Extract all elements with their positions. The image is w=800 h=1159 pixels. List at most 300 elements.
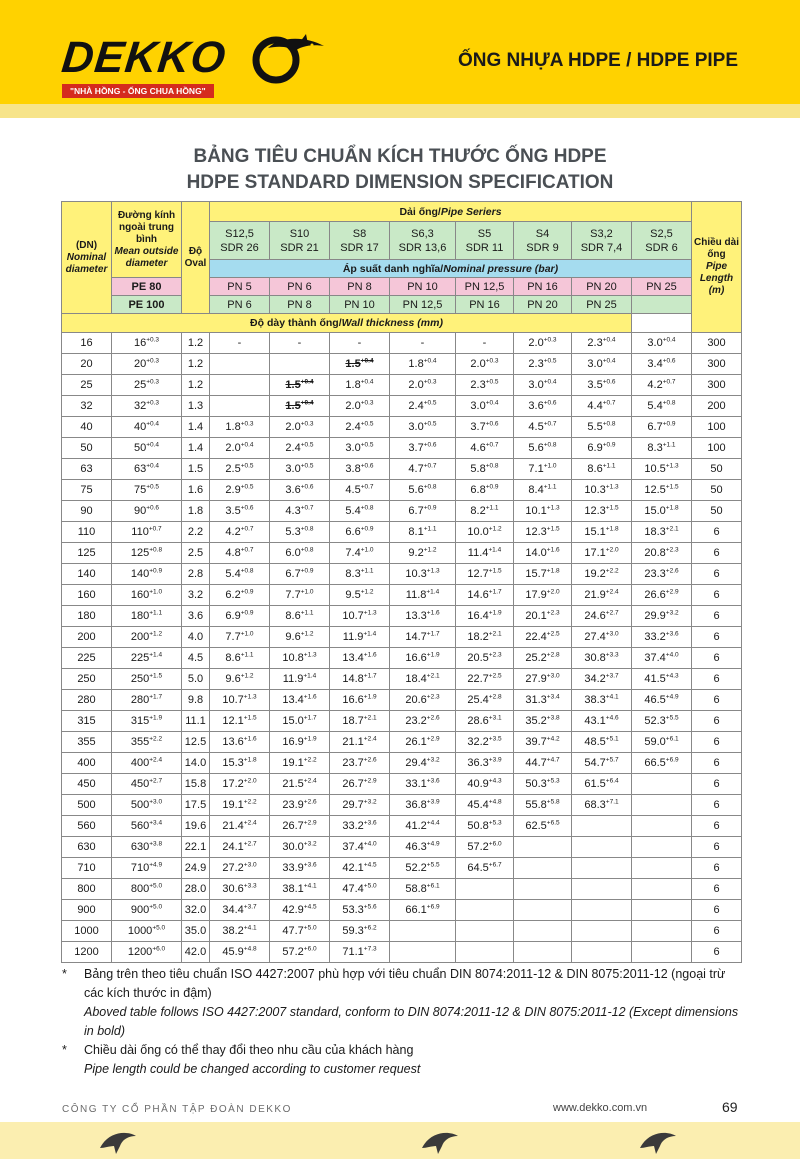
outside-diameter-cell — [112, 627, 182, 648]
wall-value: 3.7 — [470, 421, 486, 433]
wall-tolerance: +0.7 — [240, 546, 254, 554]
wall-thickness-cell — [330, 480, 390, 501]
wall-tolerance: +5.7 — [605, 756, 619, 764]
wall-value: 57.2 — [467, 841, 489, 853]
wall-thickness-cell — [270, 438, 330, 459]
wall-tolerance: +1.5 — [605, 504, 619, 512]
wall-thickness-cell — [632, 690, 692, 711]
wall-thickness-cell — [270, 627, 330, 648]
wall-value: 13.4 — [282, 694, 304, 706]
dn-cell: 75 — [62, 480, 112, 501]
wall-thickness-cell — [210, 480, 270, 501]
wall-thickness-cell — [270, 879, 330, 900]
wall-tolerance: +0.6 — [602, 378, 616, 386]
wall-tolerance: +0.5 — [360, 420, 374, 428]
wall-value: 16.6 — [405, 652, 427, 664]
wall-thickness-cell — [270, 858, 330, 879]
od-value: 710 — [130, 862, 150, 874]
wall-value: 2.0 — [285, 421, 301, 433]
wall-thickness-cell — [270, 837, 330, 858]
wall-tolerance: +3.8 — [546, 714, 560, 722]
oval-cell: 1.4 — [182, 438, 210, 459]
wall-thickness-cell — [632, 501, 692, 522]
outside-diameter-cell — [112, 480, 182, 501]
wall-thickness-cell — [210, 669, 270, 690]
wall-thickness-cell — [456, 564, 514, 585]
wall-tolerance: +0.4 — [602, 336, 616, 344]
dn-cell: 900 — [62, 900, 112, 921]
oval-cell: 2.5 — [182, 543, 210, 564]
wall-thickness-cell — [456, 459, 514, 480]
wall-thickness-cell — [330, 753, 390, 774]
series-sdr: SDR 21 — [280, 241, 319, 254]
wall-tolerance: +2.1 — [665, 525, 679, 533]
wall-thickness-cell — [210, 543, 270, 564]
wall-tolerance: +0.7 — [240, 525, 254, 533]
oval-cell: 12.5 — [182, 732, 210, 753]
wall-thickness-cell — [390, 501, 456, 522]
wall-tolerance: +0.8 — [360, 504, 374, 512]
wall-value: 4.8 — [225, 547, 241, 559]
wall-thickness-cell — [456, 396, 514, 417]
wall-value: 22.7 — [467, 673, 489, 685]
outside-diameter-cell — [112, 816, 182, 837]
wall-thickness-cell — [572, 333, 632, 354]
wall-value: 41.2 — [405, 820, 427, 832]
oval-cell: 4.5 — [182, 648, 210, 669]
wall-tolerance: +0.5 — [360, 441, 374, 449]
wall-thickness-cell — [514, 921, 572, 942]
wall-thickness-cell — [330, 333, 390, 354]
wall-thickness-cell — [572, 543, 632, 564]
wall-tolerance: +4.2 — [546, 735, 560, 743]
wall-tolerance: +2.3 — [488, 651, 502, 659]
wall-tolerance: +0.9 — [240, 609, 254, 617]
wall-thickness-cell — [330, 774, 390, 795]
wall-thickness-cell — [632, 879, 692, 900]
wall-value: 11.9 — [342, 631, 364, 643]
wall-thickness-cell — [632, 606, 692, 627]
wall-thickness-cell — [270, 669, 330, 690]
wall-value: 50.3 — [525, 778, 547, 790]
wall-tolerance: +0.8 — [485, 462, 499, 470]
wall-value: 64.5 — [467, 862, 489, 874]
wall-tolerance: +1.1 — [360, 567, 374, 575]
oval-cell: 19.6 — [182, 816, 210, 837]
pe80-pressure-cell: PN 6 — [270, 278, 330, 296]
wall-tolerance: +0.9 — [423, 504, 437, 512]
wall-thickness-cell — [330, 942, 390, 963]
od-tolerance: +0.3 — [146, 336, 160, 344]
wall-value: 3.0 — [345, 442, 361, 454]
od-value: 160 — [130, 589, 150, 601]
wall-value: 62.5 — [525, 820, 547, 832]
wall-tolerance: +3.6 — [303, 861, 317, 869]
dn-cell: 125 — [62, 543, 112, 564]
wall-value: 9.6 — [225, 673, 241, 685]
wall-tolerance: +0.3 — [300, 420, 314, 428]
dn-cell: 225 — [62, 648, 112, 669]
dn-cell: 32 — [62, 396, 112, 417]
wall-value: 5.8 — [470, 463, 486, 475]
wall-value: 23.3 — [644, 568, 666, 580]
wall-value: 31.3 — [525, 694, 547, 706]
wall-tolerance: +1.1 — [300, 609, 314, 617]
wall-value: 24.1 — [222, 841, 244, 853]
wall-thickness-cell — [632, 669, 692, 690]
wall-tolerance: +0.6 — [360, 462, 374, 470]
od-value: 900 — [130, 904, 150, 916]
wall-value: 2.0 — [528, 337, 544, 349]
od-tolerance: +0.4 — [146, 462, 160, 470]
wall-value: 3.6 — [528, 400, 544, 412]
wall-thickness-cell — [456, 753, 514, 774]
length-cell: 6 — [692, 543, 742, 564]
od-value: 315 — [130, 715, 150, 727]
wall-tolerance: +3.3 — [243, 882, 257, 890]
wall-thickness-cell — [210, 396, 270, 417]
wall-value: 8.3 — [647, 442, 663, 454]
dolphin-icon — [98, 1128, 138, 1156]
outside-diameter-cell — [112, 333, 182, 354]
length-cell: 6 — [692, 732, 742, 753]
od-tolerance: +3.4 — [149, 819, 163, 827]
wall-value: 8.6 — [587, 463, 603, 475]
wall-thickness-cell — [270, 333, 330, 354]
wall-tolerance: +1.6 — [546, 546, 560, 554]
wall-thickness-cell — [270, 375, 330, 396]
wall-value: 29.9 — [644, 610, 666, 622]
wall-value: 4.2 — [647, 379, 663, 391]
wall-value: 4.7 — [408, 463, 424, 475]
outside-diameter-cell — [112, 795, 182, 816]
note-bullet: * — [62, 967, 67, 981]
dn-label: (DN) — [75, 239, 98, 251]
wall-tolerance: +5.8 — [546, 798, 560, 806]
wall-tolerance: +0.8 — [300, 546, 314, 554]
series-s: S12,5 — [225, 227, 254, 240]
od-value: 800 — [130, 883, 150, 895]
wall-value: 21.9 — [584, 589, 606, 601]
header-stripe — [0, 104, 800, 118]
wall-tolerance: +2.0 — [605, 546, 619, 554]
length-cell: 200 — [692, 396, 742, 417]
od-value: 200 — [130, 631, 150, 643]
wall-thickness-cell — [210, 354, 270, 375]
wall-tolerance: +1.7 — [303, 714, 317, 722]
wall-thickness-cell — [632, 816, 692, 837]
od-tolerance: +0.4 — [146, 441, 160, 449]
dn-cell: 63 — [62, 459, 112, 480]
series-cell — [456, 222, 514, 260]
wall-thickness-cell — [330, 711, 390, 732]
wall-tolerance: +0.9 — [360, 525, 374, 533]
wall-tolerance: +6.0 — [488, 840, 502, 848]
wall-tolerance: +0.8 — [543, 441, 557, 449]
od-tolerance: +1.1 — [149, 609, 163, 617]
wall-value: 8.4 — [528, 484, 544, 496]
wall-thickness-cell — [456, 501, 514, 522]
wall-value: 30.6 — [222, 883, 244, 895]
length-cell: 6 — [692, 816, 742, 837]
oval-header — [182, 202, 210, 314]
wall-value: 9.5 — [345, 589, 361, 601]
wall-tolerance: +5.3 — [488, 819, 502, 827]
outside-diameter-cell — [112, 669, 182, 690]
wall-thickness-cell — [572, 837, 632, 858]
wall-value: 2.0 — [408, 379, 424, 391]
wall-tolerance: +4.8 — [243, 945, 257, 953]
wall-thickness-cell — [514, 375, 572, 396]
wall-value: - — [357, 337, 362, 349]
wall-thickness-cell — [514, 627, 572, 648]
wall-thickness-cell — [210, 732, 270, 753]
wall-value: 43.1 — [584, 715, 606, 727]
doc-title-en: HDPE STANDARD DIMENSION SPECIFICATION — [186, 172, 614, 193]
wall-value: 8.3 — [345, 568, 361, 580]
wall-thickness-cell — [456, 438, 514, 459]
wall-value: 68.3 — [584, 799, 606, 811]
length-cell: 300 — [692, 333, 742, 354]
wall-tolerance: +0.7 — [300, 504, 314, 512]
footer-website-link[interactable]: www.dekko.com.vn — [553, 1102, 648, 1114]
series-sdr: SDR 17 — [340, 241, 379, 254]
wall-value: 12.7 — [467, 568, 489, 580]
od-value: 630 — [130, 841, 150, 853]
dn-cell: 800 — [62, 879, 112, 900]
header-title: ỐNG NHỰA HDPE / HDPE PIPE — [457, 50, 738, 71]
wall-thickness-cell — [514, 690, 572, 711]
wall-thickness-cell — [390, 543, 456, 564]
outside-diameter-cell — [112, 606, 182, 627]
wall-thickness-cell — [572, 627, 632, 648]
wall-value: 18.7 — [342, 715, 364, 727]
wall-value: 2.4 — [285, 442, 301, 454]
od-tolerance: +5.0 — [149, 882, 163, 890]
wall-thickness-cell — [390, 438, 456, 459]
wall-tolerance: +1.1 — [240, 651, 254, 659]
wall-tolerance: +5.3 — [546, 777, 560, 785]
wall-value: 2.9 — [225, 484, 241, 496]
length-cell: 6 — [692, 585, 742, 606]
wall-value: 5.4 — [647, 400, 663, 412]
wall-value: 50.8 — [467, 820, 489, 832]
wall-value: - — [297, 337, 302, 349]
wall-value: 1.5 — [345, 358, 361, 370]
wall-tolerance: +3.0 — [605, 630, 619, 638]
wall-value: 25.4 — [467, 694, 489, 706]
wall-value: 2.3 — [587, 337, 603, 349]
wall-thickness-cell — [456, 879, 514, 900]
wall-value: 20.6 — [405, 694, 427, 706]
table-row — [62, 501, 742, 522]
wall-tolerance: +4.3 — [665, 672, 679, 680]
wall-value: 3.4 — [647, 358, 663, 370]
wall-thickness-cell — [330, 690, 390, 711]
wall-value: 3.0 — [285, 463, 301, 475]
wall-thickness-cell — [270, 480, 330, 501]
pe100-pressure-cell: PN 10 — [330, 296, 390, 314]
wall-tolerance: +0.4 — [300, 399, 314, 407]
wall-tolerance: +0.7 — [485, 441, 499, 449]
od-tolerance: +2.7 — [149, 777, 163, 785]
wall-thickness-cell — [572, 459, 632, 480]
wall-thickness-cell — [514, 816, 572, 837]
outside-diameter-cell — [112, 375, 182, 396]
wall-thickness-cell — [456, 690, 514, 711]
wall-value: 10.3 — [584, 484, 606, 496]
wall-value: 3.0 — [528, 379, 544, 391]
oval-cell: 4.0 — [182, 627, 210, 648]
wall-tolerance: +2.7 — [243, 840, 257, 848]
outside-diameter-cell — [112, 648, 182, 669]
oval-cell: 14.0 — [182, 753, 210, 774]
wall-thickness-cell — [514, 396, 572, 417]
series-s: S10 — [289, 227, 310, 240]
wall-value: 11.9 — [282, 673, 304, 685]
wall-value: 42.9 — [282, 904, 304, 916]
outside-diameter-cell — [112, 732, 182, 753]
wall-tolerance: +0.6 — [423, 441, 437, 449]
dn-cell: 560 — [62, 816, 112, 837]
wall-value: 3.0 — [408, 421, 424, 433]
wall-thickness-cell — [390, 417, 456, 438]
length-cell: 6 — [692, 837, 742, 858]
wall-tolerance: +0.4 — [240, 441, 254, 449]
wall-thickness-cell — [330, 354, 390, 375]
length-cell: 6 — [692, 564, 742, 585]
od-tolerance: +3.0 — [149, 798, 163, 806]
wall-tolerance: +2.6 — [665, 567, 679, 575]
wall-value: 12.3 — [584, 505, 606, 517]
dn-label-en: Nominal diameter — [65, 251, 108, 275]
table-row — [62, 942, 742, 963]
wall-tolerance: +6.9 — [665, 756, 679, 764]
wall-value: 40.9 — [467, 778, 489, 790]
wall-tolerance: +2.5 — [546, 630, 560, 638]
wall-thickness-cell — [330, 522, 390, 543]
series-cell — [390, 222, 456, 260]
wall-thickness-cell — [270, 732, 330, 753]
wall-tolerance: +6.4 — [605, 777, 619, 785]
wall-tolerance: +5.0 — [363, 882, 377, 890]
wall-thickness-cell — [330, 564, 390, 585]
wall-tolerance: +1.9 — [426, 651, 440, 659]
wall-tolerance: +2.9 — [665, 588, 679, 596]
wall-value: 3.0 — [470, 400, 486, 412]
length-cell: 6 — [692, 921, 742, 942]
page-header — [0, 0, 800, 118]
table-row — [62, 921, 742, 942]
series-s: S6,3 — [411, 227, 434, 240]
wall-value: 8.2 — [470, 505, 486, 517]
wall-tolerance: +0.4 — [543, 378, 557, 386]
table-row — [62, 753, 742, 774]
length-header — [692, 202, 742, 333]
wall-tolerance: +0.6 — [662, 357, 676, 365]
wall-value: 15.0 — [282, 715, 304, 727]
wall-thickness-cell — [270, 753, 330, 774]
wall-value: 33.2 — [644, 631, 666, 643]
wall-tolerance: +1.0 — [360, 546, 374, 554]
series-sdr: SDR 13,6 — [398, 241, 447, 254]
table-row — [62, 900, 742, 921]
pe80-pressure-cell: PN 10 — [390, 278, 456, 296]
wall-value: 24.6 — [584, 610, 606, 622]
wall-tolerance: +0.4 — [485, 399, 499, 407]
wall-value: 20.8 — [644, 547, 666, 559]
wall-label-en: Wall thickness (mm) — [341, 317, 443, 329]
wall-thickness-cell — [514, 669, 572, 690]
wall-value: 6.8 — [470, 484, 486, 496]
wall-value: 5.6 — [408, 484, 424, 496]
wall-tolerance: +0.4 — [423, 357, 437, 365]
wall-value: 15.1 — [584, 526, 606, 538]
wall-thickness-cell — [210, 564, 270, 585]
wall-thickness-cell — [270, 921, 330, 942]
table-row — [62, 816, 742, 837]
wall-thickness-cell — [514, 480, 572, 501]
wall-tolerance: +2.9 — [363, 777, 377, 785]
wall-thickness-cell — [270, 564, 330, 585]
oval-cell: 24.9 — [182, 858, 210, 879]
dn-cell: 450 — [62, 774, 112, 795]
wall-value: 41.5 — [644, 673, 666, 685]
wall-thickness-cell — [632, 438, 692, 459]
wall-tolerance: +2.9 — [426, 735, 440, 743]
oval-cell: 1.2 — [182, 354, 210, 375]
wall-value: 20.5 — [467, 652, 489, 664]
od-value: 63 — [133, 463, 147, 475]
outside-diameter-cell — [112, 396, 182, 417]
od-tolerance: +4.9 — [149, 861, 163, 869]
wall-thickness-cell — [572, 858, 632, 879]
dn-cell: 50 — [62, 438, 112, 459]
wall-tolerance: +0.3 — [240, 420, 254, 428]
dn-cell: 180 — [62, 606, 112, 627]
dn-cell: 710 — [62, 858, 112, 879]
wall-value: 12.3 — [525, 526, 547, 538]
outside-diameter-cell — [112, 417, 182, 438]
wall-thickness-cell — [270, 522, 330, 543]
length-cell: 6 — [692, 795, 742, 816]
table-row — [62, 543, 742, 564]
outside-diameter-cell — [112, 438, 182, 459]
wall-thickness-cell — [390, 879, 456, 900]
dn-cell: 250 — [62, 669, 112, 690]
table-row — [62, 396, 742, 417]
table-row — [62, 795, 742, 816]
wall-value: 33.2 — [342, 820, 364, 832]
wall-tolerance: +0.4 — [360, 357, 374, 365]
wall-tolerance: +1.5 — [665, 483, 679, 491]
wall-tolerance: +4.9 — [426, 840, 440, 848]
wall-value: 3.0 — [587, 358, 603, 370]
wall-thickness-cell — [456, 732, 514, 753]
wall-thickness-cell — [390, 816, 456, 837]
wall-tolerance: +0.3 — [360, 399, 374, 407]
wall-thickness-cell — [210, 900, 270, 921]
wall-thickness-cell — [210, 627, 270, 648]
outside-diameter-cell — [112, 879, 182, 900]
od-tolerance: +0.3 — [146, 378, 160, 386]
table-row — [62, 627, 742, 648]
wall-tolerance: +1.6 — [426, 609, 440, 617]
wall-tolerance: +6.1 — [665, 735, 679, 743]
series-cell — [270, 222, 330, 260]
wall-tolerance: +2.2 — [303, 756, 317, 764]
oval-cell: 22.1 — [182, 837, 210, 858]
